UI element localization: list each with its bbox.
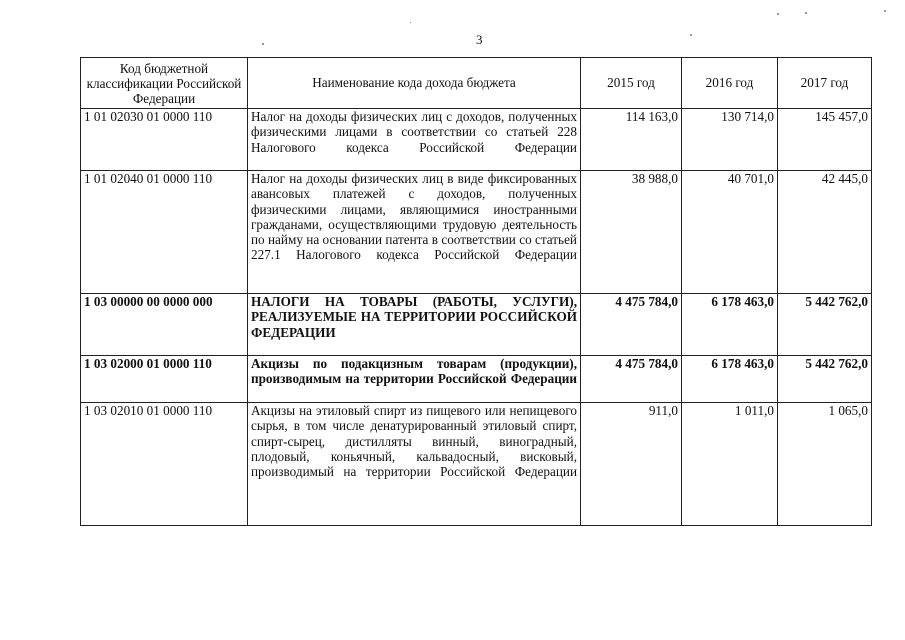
row-name: Акцизы на этиловый спирт из пищевого или непищевого сырья, в том числе денатурированный этиловый спирт, спирт-сырец, дистилляты винный, виноградный, плодовый, коньячный, кальвадосный, висковый, производимый на территории Российской Федерации <box>248 403 581 526</box>
row-2015: 911,0 <box>581 403 682 526</box>
row-code: 1 03 02000 01 0000 110 <box>81 356 248 403</box>
row-2017: 5 442 762,0 <box>778 356 872 403</box>
row-2017: 145 457,0 <box>778 109 872 171</box>
row-2017: 42 445,0 <box>778 171 872 294</box>
row-name: Налог на доходы физических лиц в виде фиксированных авансовых платежей с доходов, полученных физическими лицами, являющимися иностранными гражданами, осуществляющими трудовую деятельность по найму на основании патента в соответствии со статьей 227.1 Налогового кодекса Российской Федерации <box>248 171 581 294</box>
row-2016: 130 714,0 <box>682 109 778 171</box>
table-row <box>81 356 872 403</box>
row-2016: 6 178 463,0 <box>682 294 778 356</box>
row-2016: 40 701,0 <box>682 171 778 294</box>
scan-speck <box>884 10 886 12</box>
row-code: 1 01 02040 01 0000 110 <box>81 171 248 294</box>
table-row <box>81 403 872 526</box>
page-number: 3 <box>476 32 483 47</box>
row-name: Акцизы по подакцизным товарам (продукции), производимым на территории Российской Федерации <box>248 356 581 403</box>
header-name: Наименование кода дохода бюджета <box>248 58 581 109</box>
row-code: 1 01 02030 01 0000 110 <box>81 109 248 171</box>
header-2017: 2017 год <box>778 58 872 109</box>
header-2016: 2016 год <box>682 58 778 109</box>
row-code: 1 03 02010 01 0000 110 <box>81 403 248 526</box>
table-row <box>81 294 872 356</box>
row-name: Налог на доходы физических лиц с доходов, полученных физическими лицами в соответствии со статьей 228 Налогового кодекса Российской Федерации <box>248 109 581 171</box>
table-header-row <box>81 58 872 109</box>
row-2016: 1 011,0 <box>682 403 778 526</box>
scan-speck <box>262 43 264 45</box>
row-2016: 6 178 463,0 <box>682 356 778 403</box>
scan-speck <box>777 13 779 15</box>
scan-speck <box>805 12 807 14</box>
row-2015: 114 163,0 <box>581 109 682 171</box>
row-2015: 4 475 784,0 <box>581 294 682 356</box>
row-name: НАЛОГИ НА ТОВАРЫ (РАБОТЫ, УСЛУГИ), РЕАЛИЗУЕМЫЕ НА ТЕРРИТОРИИ РОССИЙСКОЙ ФЕДЕРАЦИИ <box>248 294 581 356</box>
scan-speck <box>410 22 411 23</box>
table-row <box>81 171 872 294</box>
header-2015: 2015 год <box>581 58 682 109</box>
row-2017: 5 442 762,0 <box>778 294 872 356</box>
revenue-table <box>80 57 872 526</box>
header-code: Код бюджетной классификации Российской Федерации <box>81 58 248 109</box>
scan-speck <box>690 34 692 36</box>
row-code: 1 03 00000 00 0000 000 <box>81 294 248 356</box>
row-2015: 4 475 784,0 <box>581 356 682 403</box>
row-2015: 38 988,0 <box>581 171 682 294</box>
table-row <box>81 109 872 171</box>
row-2017: 1 065,0 <box>778 403 872 526</box>
